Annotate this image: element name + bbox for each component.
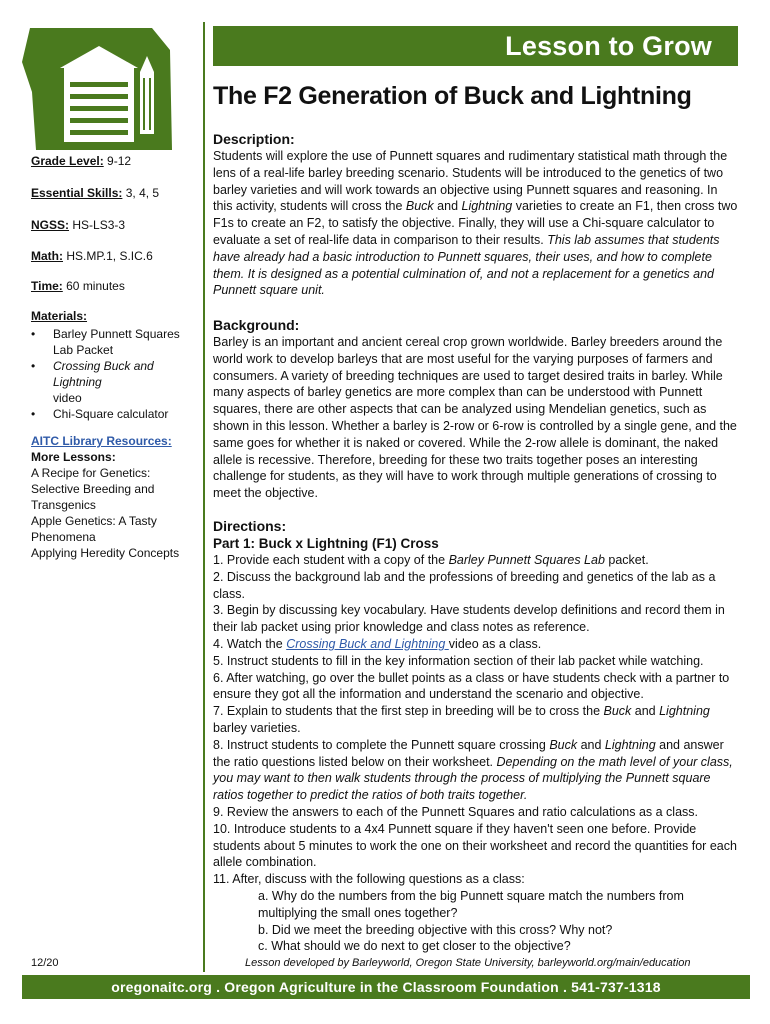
question-c: c. What should we do next to get closer to the objective? <box>258 939 571 954</box>
description-section <box>213 130 740 299</box>
question-b: b. Did we meet the breeding objective with this cross? Why not? <box>258 922 613 937</box>
step-4: 4. Watch the Crossing Buck and Lightning video as a class. <box>213 636 542 651</box>
oregon-aitc-logo <box>22 22 187 152</box>
background-text: Barley is an important and ancient cereal crop grown worldwide. Barley breeders around the world work to develop barleys that are most useful for the varying purposes of farmers and consumers. A variety of breeding techniques are used to target desired traits in barley. While many aspects of barley genetics are more complex than can be understood with Punnett squares, there are other aspects that can be analyzed using Mendelian genetics, such as shown in this lesson. Whether a barley is 2-row or 6-row is controlled by a single gene, and the same goes for whether it is naked or covered. While the 2-row allele is dominant, the naked allele is recessive. Therefore, breeding for these two traits together poses an interesting challenge for students, as they will have to work through multiple generations of crossing to meet the objective. <box>213 335 737 501</box>
grade-level: Grade Level: 9-12 <box>31 154 132 168</box>
step-3: 3. Begin by discussing key vocabulary. Have students develop definitions and record them in their lab packet using prior knowledge and class notes as reference. <box>213 603 725 635</box>
math-standards: Math: HS.MP.1, S.IC.6 <box>31 249 153 263</box>
materials-label: Materials: <box>31 309 88 323</box>
list-item: Phenomena <box>31 530 96 544</box>
resources-heading[interactable]: AITC Library Resources: <box>31 434 172 448</box>
step-10: 10. Introduce students to a 4x4 Punnett square if they haven't seen one before. Provide students about 5 minutes to work the one on their worksheet and record the quantities for each allele combination. <box>213 821 737 870</box>
list-item: • Crossing Buck and Lightning video <box>31 358 196 406</box>
step-2: 2. Discuss the background lab and the professions of breeding and genetics of the lab as a class. <box>213 569 716 601</box>
list-item: Transgenics <box>31 498 96 512</box>
list-item: Selective Breeding and <box>31 482 155 496</box>
materials-list <box>31 326 196 422</box>
materials <box>31 308 196 422</box>
step-5: 5. Instruct students to fill in the key information section of their lab packet while watching. <box>213 653 704 668</box>
video-link[interactable]: Crossing Buck and Lightning <box>286 636 449 651</box>
directions-heading: Directions: <box>213 518 287 534</box>
step-11: 11. After, discuss with the following questions as a class: <box>213 872 525 887</box>
list-item: Apple Genetics: A Tasty <box>31 514 157 528</box>
description-text: Students will explore the use of Punnett squares and rudimentary statistical math through the lens of a real-life barley breeding scenario. Students will be introduced to the genetics of two barley varieties and will work towards an objective using Punnett squares and reasoning. In this activity, students will cross the Buck and Lightning varieties to create an F1, then cross two F1s to create an F2, to satisfy the objective. Finally, they will use a Chi-square calculator to evaluate a set of real-life data in comparison to their results. This lab assumes that students have already had a basic introduction to Punnett squares, their uses, and how to complete them. It is designed as a potential culmination of, and not a replacement for a genetics and Punnett square unit. <box>213 149 738 298</box>
description-heading: Description: <box>213 131 295 147</box>
time: Time: 60 minutes <box>31 279 125 293</box>
list-item: Applying Heredity Concepts <box>31 546 180 560</box>
essential-skills: Essential Skills: 3, 4, 5 <box>31 186 160 200</box>
list-item: • Barley Punnett Squares Lab Packet <box>31 326 196 358</box>
more-lessons-label: More Lessons: <box>31 450 116 464</box>
part-1-heading: Part 1: Buck x Lightning (F1) Cross <box>213 536 439 551</box>
step-9: 9. Review the answers to each of the Punnett Squares and ratio calculations as a class. <box>213 804 698 819</box>
step-1: 1. Provide each student with a copy of the Barley Punnett Squares Lab packet. <box>213 553 649 567</box>
step-8: 8. Instruct students to complete the Punnett square crossing Buck and Lightning and answer the ratio questions listed below on their worksheet. Depending on the math level of your class, you may want to then walk students through the process of multiplying the Punnett square ratios together to predict the ratios of both traits together. <box>213 737 733 803</box>
list-item: • Chi-Square calculator <box>31 406 196 422</box>
banner-text: Lesson to Grow <box>505 31 712 61</box>
step-6: 6. After watching, go over the bullet points as a class or have students check with a partner to ensure they got all the information and understand the scenario and objective. <box>213 670 730 702</box>
question-a: a. Why do the numbers from the big Punnett square match the numbers from multiplying the small ones together? <box>258 888 684 920</box>
credit-line: Lesson developed by Barleyworld, Oregon State University, barleyworld.org/main/education <box>245 957 691 969</box>
footer-bar: oregonaitc.org . Oregon Agriculture in the Classroom Foundation . 541-737-1318 <box>22 975 750 999</box>
ngss: NGSS: HS-LS3-3 <box>31 218 126 232</box>
step-7: 7. Explain to students that the first step in breeding will be to cross the Buck and Lightning barley varieties. <box>213 704 710 735</box>
column-divider <box>203 22 205 972</box>
background-section <box>213 316 740 502</box>
aitc-resources <box>31 433 196 561</box>
background-heading: Background: <box>213 317 300 333</box>
directions-section <box>213 517 740 955</box>
revision-date: 12/20 <box>31 957 59 969</box>
lesson-banner <box>213 26 738 66</box>
page-title: The F2 Generation of Buck and Lightning <box>213 82 692 110</box>
list-item: A Recipe for Genetics: <box>31 466 151 480</box>
